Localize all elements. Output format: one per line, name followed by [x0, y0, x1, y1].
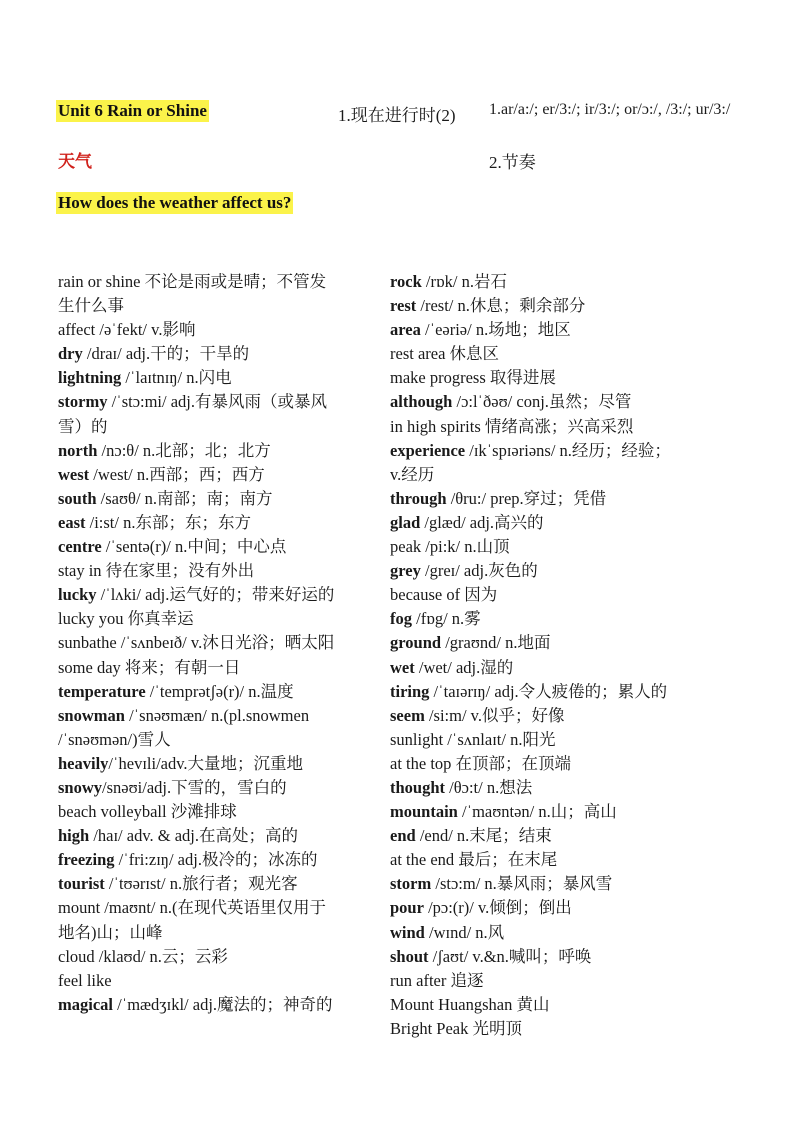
vocab-entry — [390, 342, 720, 366]
vocab-entry — [58, 752, 376, 776]
vocab-entry — [390, 680, 720, 704]
vocab-text: make progress 取得进展 — [390, 368, 556, 388]
unit-title: Unit 6 Rain or Shine — [58, 101, 207, 120]
vocab-definition: /ˈtʊərɪst/ n.旅行者；观光客 — [104, 874, 298, 894]
vocab-text: in high spirits 情绪高涨；兴高采烈 — [390, 416, 634, 436]
vocab-definition: /haɪ/ adv. & adj.在高处；高的 — [89, 826, 299, 846]
vocab-entry — [390, 318, 720, 342]
vocab-entry — [58, 800, 376, 824]
vocab-headword: area — [390, 320, 421, 340]
vocab-headword: rock — [390, 272, 422, 291]
vocab-text: at the end 最后；在末尾 — [390, 850, 558, 870]
vocab-text: some day 将来；有朝一日 — [58, 657, 241, 677]
vocab-text: Bright Peak 光明顶 — [390, 1018, 522, 1038]
vocab-headword: temperature — [58, 681, 146, 701]
vocab-definition: /fɒg/ n.雾 — [412, 609, 481, 629]
vocab-headword: mountain — [390, 802, 458, 822]
vocab-entry — [58, 318, 376, 342]
vocab-entry — [390, 921, 720, 945]
vocab-entry — [390, 607, 720, 631]
vocab-text: because of 因为 — [390, 585, 498, 605]
vocab-text: stay in 待在家里；没有外出 — [58, 561, 255, 581]
vocab-entry — [58, 872, 376, 896]
vocab-headword: south — [58, 488, 97, 508]
vocab-definition: /ˈfri:zɪŋ/ adj.极冷的；冰冻的 — [114, 850, 318, 870]
vocab-definition: /ˈtemprətʃə(r)/ n.温度 — [145, 681, 294, 701]
vocab-entry — [58, 824, 376, 848]
vocab-headword: stormy — [58, 392, 108, 412]
vocab-text: sunbathe /ˈsʌnbeɪð/ v.沐日光浴；晒太阳 — [58, 633, 335, 653]
vocab-entry — [58, 848, 376, 872]
vocab-text: sunlight /ˈsʌnlaɪt/ n.阳光 — [390, 729, 556, 749]
vocab-entry — [390, 969, 720, 993]
vocab-entry — [390, 511, 720, 535]
vocab-definition: /ˈsnəʊmæn/ n.(pl.snowmen — [124, 705, 310, 725]
vocab-definition: /ʃaʊt/ v.&n.喊叫；呼唤 — [428, 946, 592, 966]
vocab-headword: lightning — [58, 368, 122, 388]
vocab-entry — [58, 631, 376, 655]
vocab-headword: ground — [390, 633, 442, 653]
vocab-entry — [58, 511, 376, 535]
vocab-entry — [58, 270, 376, 294]
vocab-entry — [58, 366, 376, 390]
vocab-entry — [390, 270, 720, 294]
vocab-text: cloud /klaʊd/ n.云；云彩 — [58, 946, 228, 966]
vocab-entry — [390, 993, 720, 1017]
vocab-entry — [58, 993, 376, 1017]
vocab-headword: although — [390, 392, 453, 412]
vocab-text: peak /pi:k/ n.山顶 — [390, 537, 510, 557]
vocab-headword: snowy — [58, 777, 103, 797]
vocab-headword: thought — [390, 777, 446, 797]
vocab-entry — [390, 848, 720, 872]
vocab-definition: /ˈlaɪtnɪŋ/ n.闪电 — [121, 368, 232, 388]
vocab-headword: end — [390, 826, 416, 846]
vocab-headword: lucky — [58, 585, 97, 605]
vocab-entry — [58, 921, 376, 945]
vocab-column-left — [58, 270, 376, 1017]
vocab-entry — [58, 945, 376, 969]
vocab-entry — [390, 656, 720, 680]
vocab-definition: /nɔ:θ/ n.北部；北；北方 — [97, 440, 271, 460]
vocab-entry — [58, 559, 376, 583]
vocab-entry — [58, 439, 376, 463]
vocab-column-right — [390, 270, 720, 1041]
vocab-entry — [390, 439, 720, 463]
vocab-entry — [390, 463, 720, 487]
vocab-headword: through — [390, 488, 447, 508]
vocab-entry — [390, 945, 720, 969]
vocab-entry — [390, 896, 720, 920]
vocab-definition: /ˈmædʒɪkl/ adj.魔法的；神奇的 — [113, 994, 333, 1014]
vocab-text: affect /əˈfekt/ v.影响 — [58, 320, 196, 340]
vocab-text: at the top 在顶部；在顶端 — [390, 753, 572, 773]
vocab-entry — [58, 969, 376, 993]
vocab-entry — [58, 487, 376, 511]
vocab-definition: /ˈstɔ:mi/ adj.有暴风雨（或暴风 — [107, 392, 328, 412]
vocab-headword: grey — [390, 561, 421, 581]
vocab-definition: /end/ n.末尾；结束 — [415, 826, 552, 846]
vocab-entry — [390, 800, 720, 824]
vocab-definition: /si:m/ v.似乎；好像 — [424, 705, 565, 725]
vocab-definition: /rɒk/ n.岩石 — [421, 272, 507, 291]
vocab-entry — [58, 390, 376, 414]
vocab-text: v.经历 — [390, 464, 435, 484]
vocab-text: mount /maʊnt/ n.(在现代英语里仅用于 — [58, 898, 327, 918]
vocab-entry — [390, 390, 720, 414]
vocab-entry — [58, 294, 376, 318]
vocab-headword: fog — [390, 609, 412, 629]
vocab-entry — [58, 896, 376, 920]
vocab-entry — [390, 559, 720, 583]
vocab-entry — [58, 583, 376, 607]
vocab-headword: east — [58, 512, 86, 532]
vocab-headword: rest — [390, 296, 417, 316]
vocab-headword: pour — [390, 898, 424, 918]
vocab-definition: /wet/ adj.湿的 — [414, 657, 514, 677]
vocab-definition: /draɪ/ adj.干的；干旱的 — [82, 344, 250, 364]
vocab-definition: /west/ n.西部；西；西方 — [89, 464, 265, 484]
vocab-entry — [390, 1017, 720, 1041]
vocab-headword: dry — [58, 344, 83, 364]
vocab-definition: /glæd/ adj.高兴的 — [420, 512, 544, 532]
vocab-headword: tourist — [58, 874, 105, 894]
topic-title-cn: 天气 — [58, 152, 92, 172]
vocab-definition: /pɔ:(r)/ v.倾倒；倒出 — [423, 898, 572, 918]
vocab-headword: wind — [390, 922, 425, 942]
vocab-entry — [390, 535, 720, 559]
vocab-headword: centre — [58, 537, 102, 557]
vocab-headword: experience — [390, 440, 466, 460]
vocab-entry — [390, 366, 720, 390]
vocab-entry — [390, 487, 720, 511]
vocab-definition: /stɔ:m/ n.暴风雨；暴风雪 — [431, 874, 613, 894]
vocab-entry — [58, 415, 376, 439]
vocab-headword: seem — [390, 705, 425, 725]
vocab-entry — [58, 728, 376, 752]
vocab-definition: /ɔ:lˈðəʊ/ conj.虽然；尽管 — [452, 392, 632, 412]
grammar-point: 1.现在进行时(2) — [338, 106, 456, 125]
vocab-definition: /wɪnd/ n.风 — [424, 922, 505, 942]
vocab-entry — [390, 824, 720, 848]
vocab-text: lucky you 你真幸运 — [58, 609, 194, 629]
vocab-entry — [390, 415, 720, 439]
vocab-definition: /rest/ n.休息；剩余部分 — [416, 296, 586, 316]
vocab-entry — [390, 631, 720, 655]
vocab-definition: /ˈtaɪərɪŋ/ adj.令人疲倦的；累人的 — [429, 681, 668, 701]
vocab-headword: storm — [390, 874, 432, 894]
vocab-entry — [390, 583, 720, 607]
vocab-definition: /ˈhevɪli/adv.大量地；沉重地 — [108, 753, 304, 773]
vocab-text: rain or shine 不论是雨或是晴；不管发 — [58, 272, 327, 291]
vocab-entry — [390, 752, 720, 776]
vocab-entry — [390, 294, 720, 318]
vocab-definition: /θɔ:t/ n.想法 — [445, 777, 533, 797]
vocab-text: 雪）的 — [58, 416, 108, 436]
vocab-text: Mount Huangshan 黄山 — [390, 994, 550, 1014]
vocab-headword: magical — [58, 994, 113, 1014]
vocab-definition: /snəʊi/adj.下雪的，雪白的 — [102, 777, 287, 797]
vocab-entry — [58, 463, 376, 487]
vocab-headword: west — [58, 464, 90, 484]
vocab-entry — [390, 728, 720, 752]
vocab-definition: /graʊnd/ n.地面 — [441, 633, 551, 653]
phonics-point: 1.ar/a:/; er/3:/; ir/3:/; or/ɔ:/, /3:/; ur/3:/ — [489, 101, 731, 118]
vocab-definition: /ɪkˈspɪəriəns/ n.经历；经验； — [465, 440, 671, 460]
vocab-entry — [58, 535, 376, 559]
vocab-headword: freezing — [58, 850, 115, 870]
vocab-entry — [58, 607, 376, 631]
vocab-headword: wet — [390, 657, 415, 677]
vocab-text: rest area 休息区 — [390, 344, 500, 364]
vocab-entry — [58, 342, 376, 366]
vocab-entry — [390, 704, 720, 728]
vocab-entry — [58, 704, 376, 728]
vocab-entry — [390, 872, 720, 896]
vocab-definition: /saʊθ/ n.南部；南；南方 — [96, 488, 273, 508]
vocab-definition: /θru:/ prep.穿过；凭借 — [446, 488, 607, 508]
vocab-entry — [58, 656, 376, 680]
vocab-text: 生什么事 — [58, 296, 124, 316]
vocab-text: run after 追逐 — [390, 970, 484, 990]
vocab-definition: /ˈlʌki/ adj.运气好的；带来好运的 — [96, 585, 335, 605]
vocab-text: /ˈsnəʊmən/)雪人 — [58, 729, 171, 749]
guiding-question: How does the weather affect us? — [58, 193, 292, 212]
vocab-headword: high — [58, 826, 90, 846]
rhythm-point: 2.节奏 — [489, 153, 536, 172]
vocab-headword: snowman — [58, 705, 125, 725]
vocab-definition: /ˈsentə(r)/ n.中间；中心点 — [101, 537, 287, 557]
vocab-definition: /i:st/ n.东部；东；东方 — [85, 512, 251, 532]
vocab-text: 地名)山；山峰 — [58, 922, 163, 942]
vocab-headword: tiring — [390, 681, 430, 701]
vocab-headword: north — [58, 440, 98, 460]
vocab-entry — [58, 776, 376, 800]
vocab-headword: glad — [390, 512, 421, 532]
vocab-definition: /ˈmaʊntən/ n.山；高山 — [457, 802, 617, 822]
vocab-headword: shout — [390, 946, 429, 966]
vocab-text: beach volleyball 沙滩排球 — [58, 802, 237, 822]
vocab-entry — [390, 776, 720, 800]
vocab-text: feel like — [58, 970, 112, 990]
vocab-definition: /greɪ/ adj.灰色的 — [420, 561, 538, 581]
vocab-headword: heavily — [58, 753, 109, 773]
vocab-definition: /ˈeəriə/ n.场地；地区 — [420, 320, 571, 340]
vocab-entry — [58, 680, 376, 704]
